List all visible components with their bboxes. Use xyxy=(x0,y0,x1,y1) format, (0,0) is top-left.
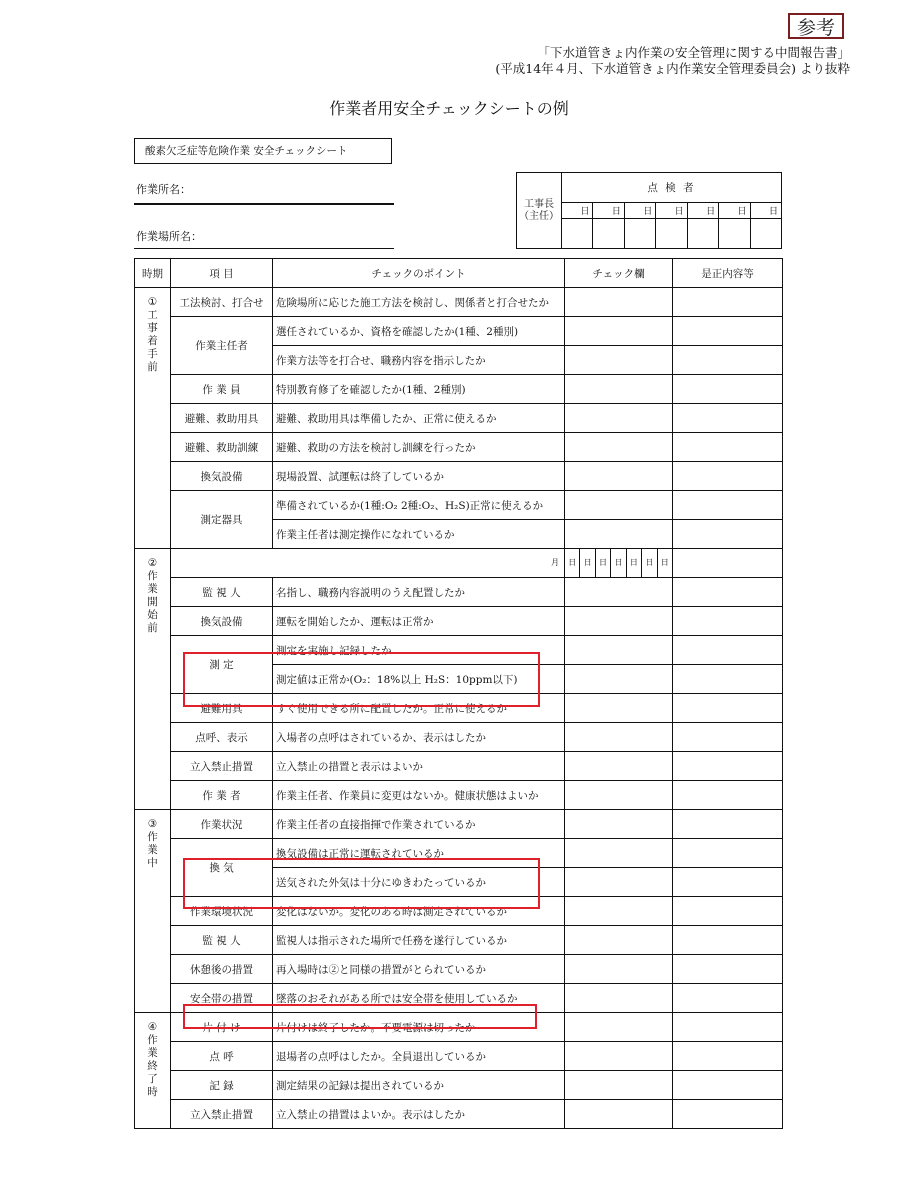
point-cell: 測定を実施し記録したか xyxy=(273,636,565,665)
inspector-table xyxy=(516,172,782,249)
correction-cell[interactable] xyxy=(673,1100,783,1129)
reference-badge: 参考 xyxy=(788,13,844,39)
check-cell[interactable] xyxy=(565,636,673,665)
point-cell: 現場設置、試運転は終了しているか xyxy=(273,462,565,491)
table-row xyxy=(135,1100,783,1129)
day-label: 日 xyxy=(657,549,672,577)
point-cell: 墜落のおそれがある所では安全帯を使用しているか xyxy=(273,984,565,1013)
check-cell[interactable] xyxy=(565,317,673,346)
correction-cell[interactable] xyxy=(673,578,783,607)
point-cell: すぐ使用できる所に配置したか。正常に使えるか xyxy=(273,694,565,723)
point-cell: 変化はないか。変化のある時は測定されているか xyxy=(273,897,565,926)
correction-cell[interactable] xyxy=(673,288,783,317)
day-grid xyxy=(565,549,672,577)
item-cell: 点 呼 xyxy=(171,1042,273,1071)
table-row xyxy=(135,404,783,433)
inspector-sign-cell[interactable] xyxy=(593,219,624,249)
item-cell: 作業状況 xyxy=(171,810,273,839)
day-label: 日 xyxy=(595,549,610,577)
check-cell[interactable] xyxy=(565,404,673,433)
table-row xyxy=(135,288,783,317)
phase-label xyxy=(135,1013,171,1129)
correction-cell[interactable] xyxy=(673,752,783,781)
item-cell: 立入禁止措置 xyxy=(171,1100,273,1129)
correction-cell[interactable] xyxy=(673,636,783,665)
item-cell: 避難、救助訓練 xyxy=(171,433,273,462)
table-row xyxy=(135,781,783,810)
day-header-correction xyxy=(673,549,783,578)
inspector-sign-cell[interactable] xyxy=(656,219,687,249)
phase-label xyxy=(135,549,171,810)
check-cell[interactable] xyxy=(565,781,673,810)
check-cell[interactable] xyxy=(565,433,673,462)
correction-cell[interactable] xyxy=(673,897,783,926)
point-cell: 作業主任者、作業員に変更はないか。健康状態はよいか xyxy=(273,781,565,810)
correction-cell[interactable] xyxy=(673,984,783,1013)
correction-cell[interactable] xyxy=(673,839,783,868)
item-cell: 換 気 xyxy=(171,839,273,897)
inspector-header: 点 検 者 xyxy=(562,173,782,203)
page-title: 作業者用安全チェックシートの例 xyxy=(329,99,569,118)
phase-label-text: ① 工 事 着 手 前 xyxy=(147,296,158,373)
check-cell[interactable] xyxy=(565,288,673,317)
correction-cell[interactable] xyxy=(673,375,783,404)
item-cell: 作 業 者 xyxy=(171,781,273,810)
item-cell: 立入禁止措置 xyxy=(171,752,273,781)
correction-cell[interactable] xyxy=(673,462,783,491)
day-header-blank xyxy=(171,549,565,578)
item-cell: 換気設備 xyxy=(171,607,273,636)
item-cell: 測 定 xyxy=(171,636,273,694)
point-cell: 名指し、職務内容説明のうえ配置したか xyxy=(273,578,565,607)
header-item: 項 目 xyxy=(171,259,273,288)
check-cell[interactable] xyxy=(565,578,673,607)
item-cell: 避難、救助用具 xyxy=(171,404,273,433)
point-cell: 避難、救助の方法を検討し訓練を行ったか xyxy=(273,433,565,462)
header-check: チェック欄 xyxy=(565,259,673,288)
point-cell: 選任されているか、資格を確認したか(1種、2種別) xyxy=(273,317,565,346)
point-cell: 作業方法等を打合せ、職務内容を指示したか xyxy=(273,346,565,375)
table-row xyxy=(135,723,783,752)
item-cell: 避難用具 xyxy=(171,694,273,723)
check-cell[interactable] xyxy=(565,346,673,375)
check-cell[interactable] xyxy=(565,868,673,897)
correction-cell[interactable] xyxy=(673,607,783,636)
inspector-day-label: 日 xyxy=(687,203,718,219)
day-header-cells xyxy=(565,549,673,578)
table-row xyxy=(135,317,783,346)
month-label: 月 xyxy=(551,558,559,567)
correction-cell[interactable] xyxy=(673,781,783,810)
table-row xyxy=(135,491,783,520)
table-row xyxy=(135,462,783,491)
correction-cell[interactable] xyxy=(673,810,783,839)
item-cell: 換気設備 xyxy=(171,462,273,491)
correction-cell[interactable] xyxy=(673,491,783,520)
day-label: 日 xyxy=(626,549,641,577)
check-cell[interactable] xyxy=(565,491,673,520)
item-cell: 監 視 人 xyxy=(171,578,273,607)
correction-cell[interactable] xyxy=(673,317,783,346)
sheet-name-box: 酸素欠乏症等危険作業 安全チェックシート xyxy=(134,138,392,164)
check-cell[interactable] xyxy=(565,607,673,636)
point-cell: 危険場所に応じた施工方法を検討し、関係者と打合せたか xyxy=(273,288,565,317)
table-row xyxy=(135,433,783,462)
day-label: 日 xyxy=(579,549,594,577)
inspector-day-label: 日 xyxy=(624,203,655,219)
highlight-safety-belt xyxy=(183,1004,537,1029)
item-cell: 測定器具 xyxy=(171,491,273,549)
correction-cell[interactable] xyxy=(673,404,783,433)
point-cell: 測定結果の記録は提出されているか xyxy=(273,1071,565,1100)
item-cell: 点呼、表示 xyxy=(171,723,273,752)
table-row xyxy=(135,810,783,839)
header-point: チェックのポイント xyxy=(273,259,565,288)
check-cell[interactable] xyxy=(565,1013,673,1042)
inspector-day-label: 日 xyxy=(750,203,781,219)
check-cell[interactable] xyxy=(565,810,673,839)
source-line-2: (平成14年４月、下水道管きょ内作業安全管理委員会) より抜粋 xyxy=(495,61,850,76)
table-row xyxy=(135,1071,783,1100)
point-cell: 準備されているか(1種:O₂ 2種:O₂、H₂S)正常に使えるか xyxy=(273,491,565,520)
correction-cell[interactable] xyxy=(673,955,783,984)
point-cell: 立入禁止の措置と表示はよいか xyxy=(273,752,565,781)
check-cell[interactable] xyxy=(565,1071,673,1100)
item-cell: 作業主任者 xyxy=(171,317,273,375)
point-cell: 作業主任者は測定操作になれているか xyxy=(273,520,565,549)
point-cell: 送気された外気は十分にゆきわたっているか xyxy=(273,868,565,897)
check-cell[interactable] xyxy=(565,839,673,868)
work-site-underline xyxy=(134,248,394,249)
check-cell[interactable] xyxy=(565,984,673,1013)
highlight-measurement xyxy=(183,652,540,707)
check-cell[interactable] xyxy=(565,462,673,491)
day-label: 日 xyxy=(568,558,577,567)
phase-label-text: ④ 作 業 終 了 時 xyxy=(147,1021,158,1098)
header-phase: 時期 xyxy=(135,259,171,288)
table-row xyxy=(135,375,783,404)
table-header-row xyxy=(135,259,783,288)
check-cell[interactable] xyxy=(565,375,673,404)
point-cell: 運転を開始したか、運転は正常か xyxy=(273,607,565,636)
check-cell[interactable] xyxy=(565,897,673,926)
correction-cell[interactable] xyxy=(673,723,783,752)
point-cell: 換気設備は正常に運転されているか xyxy=(273,839,565,868)
correction-cell[interactable] xyxy=(673,868,783,897)
source-line-1: 「下水道管きょ内作業の安全管理に関する中間報告書」 xyxy=(537,45,850,60)
check-cell[interactable] xyxy=(565,752,673,781)
item-cell: 休憩後の措置 xyxy=(171,955,273,984)
phase-label-text: ③ 作 業 中 xyxy=(147,818,158,869)
point-cell: 片付けは終了したか。不要電源は切ったか xyxy=(273,1013,565,1042)
table-row xyxy=(135,578,783,607)
correction-cell[interactable] xyxy=(673,520,783,549)
item-cell: 工法検討、打合せ xyxy=(171,288,273,317)
site-chief-label: 工事長 （主任） xyxy=(517,173,562,249)
check-cell[interactable] xyxy=(565,723,673,752)
inspector-day-label: 日 xyxy=(719,203,750,219)
day-header-row xyxy=(135,549,783,578)
inspector-day-label: 日 xyxy=(656,203,687,219)
day-label: 日 xyxy=(610,549,625,577)
point-cell: 入場者の点呼はされているか、表示はしたか xyxy=(273,723,565,752)
day-grid xyxy=(171,549,564,577)
point-cell: 立入禁止の措置はよいか。表示はしたか xyxy=(273,1100,565,1129)
correction-cell[interactable] xyxy=(673,1071,783,1100)
correction-cell[interactable] xyxy=(673,665,783,694)
check-cell[interactable] xyxy=(565,955,673,984)
work-office-underline xyxy=(134,203,394,205)
item-cell: 安全帯の措置 xyxy=(171,984,273,1013)
table-row xyxy=(135,607,783,636)
inspector-sign-cell[interactable] xyxy=(687,219,718,249)
inspector-day-label: 日 xyxy=(562,203,593,219)
correction-cell[interactable] xyxy=(673,433,783,462)
highlight-ventilation xyxy=(183,858,540,909)
point-cell: 避難、救助用具は準備したか、正常に使えるか xyxy=(273,404,565,433)
check-cell[interactable] xyxy=(565,665,673,694)
inspector-sign-cell[interactable] xyxy=(750,219,781,249)
correction-cell[interactable] xyxy=(673,346,783,375)
point-cell: 作業主任者の直接指揮で作業されているか xyxy=(273,810,565,839)
item-cell: 記 録 xyxy=(171,1071,273,1100)
item-cell: 片 付 け xyxy=(171,1013,273,1042)
table-row xyxy=(135,752,783,781)
table-row xyxy=(135,1042,783,1071)
point-cell: 特別教育修了を確認したか(1種、2種別) xyxy=(273,375,565,404)
check-cell[interactable] xyxy=(565,694,673,723)
phase-label xyxy=(135,288,171,549)
correction-cell[interactable] xyxy=(673,1042,783,1071)
point-cell: 監視人は指示された場所で任務を遂行しているか xyxy=(273,926,565,955)
check-cell[interactable] xyxy=(565,1100,673,1129)
item-cell: 作 業 員 xyxy=(171,375,273,404)
check-cell[interactable] xyxy=(565,1042,673,1071)
check-cell[interactable] xyxy=(565,520,673,549)
check-cell[interactable] xyxy=(565,926,673,955)
item-cell: 作業環境状況 xyxy=(171,897,273,926)
point-cell: 退場者の点呼はしたか。全員退出しているか xyxy=(273,1042,565,1071)
point-cell: 測定値は正常か(O₂：18%以上 H₂S：10ppm以下) xyxy=(273,665,565,694)
day-label: 日 xyxy=(641,549,656,577)
phase-label xyxy=(135,810,171,1013)
work-site-label: 作業場所名： xyxy=(136,230,202,243)
work-office-label: 作業所名： xyxy=(136,183,191,196)
table-row xyxy=(135,955,783,984)
header-correction: 是正内容等 xyxy=(673,259,783,288)
point-cell: 再入場時は②と同様の措置がとられているか xyxy=(273,955,565,984)
inspector-sign-cell[interactable] xyxy=(562,219,593,249)
inspector-sign-cell[interactable] xyxy=(624,219,655,249)
correction-cell[interactable] xyxy=(673,1013,783,1042)
phase-label-text: ② 作 業 開 始 前 xyxy=(147,557,158,634)
inspector-sign-cell[interactable] xyxy=(719,219,750,249)
correction-cell[interactable] xyxy=(673,926,783,955)
inspector-day-label: 日 xyxy=(593,203,624,219)
table-row xyxy=(135,926,783,955)
correction-cell[interactable] xyxy=(673,694,783,723)
item-cell: 監 視 人 xyxy=(171,926,273,955)
